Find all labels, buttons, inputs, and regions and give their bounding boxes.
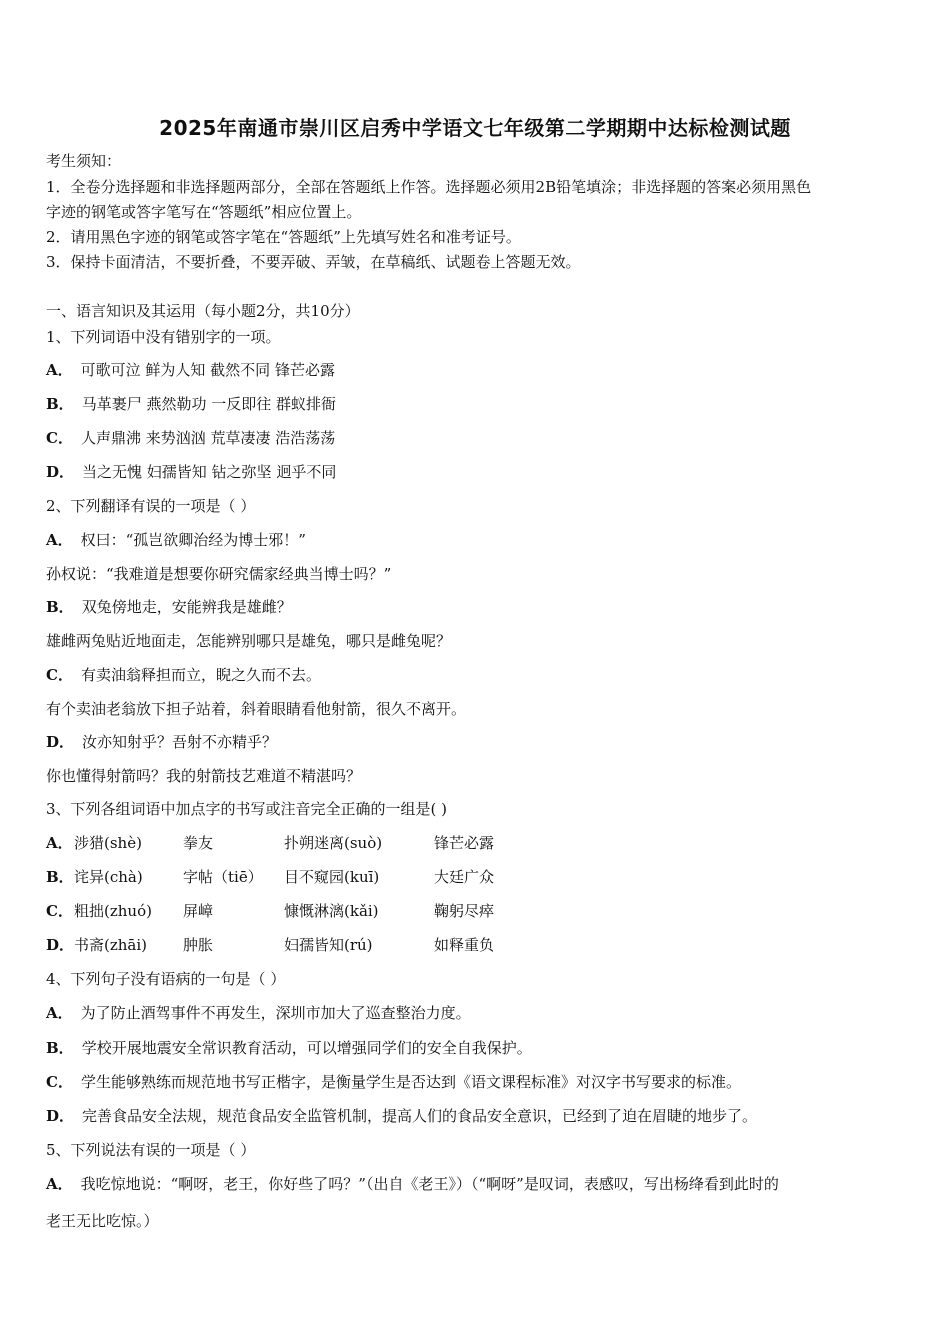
option-letter: B．	[46, 1039, 74, 1057]
q2-option-a	[46, 530, 916, 550]
q5-option-a-cont: 老王无比吃惊。）	[46, 1212, 159, 1230]
option-text: 有卖油翁释担而立，睨之久而不去。	[80, 666, 321, 684]
q4-option-d	[46, 1106, 916, 1126]
q2-option-a-translation: 孙权说：“我难道是想要你研究儒家经典当博士吗？”	[46, 565, 392, 583]
q3-a-word-2: 拳友	[183, 834, 214, 852]
option-text: 人声鼎沸 来势汹汹 荒草凄凄 浩浩荡荡	[80, 429, 336, 447]
q4-stem: 4、下列句子没有语病的一句是（ ）	[46, 970, 286, 988]
notice-item-2: 2．请用黑色字迹的钢笔或答字笔在“答题纸”上先填写姓名和准考证号。	[46, 228, 521, 246]
q3-a-word-4: 锋芒必露	[434, 834, 495, 852]
option-letter: B．	[46, 868, 74, 886]
q4-option-a	[46, 1003, 916, 1023]
notice-item-3: 3．保持卡面清洁，不要折叠，不要弄破、弄皱，在草稿纸、试题卷上答题无效。	[46, 253, 581, 271]
q4-option-c	[46, 1072, 916, 1092]
option-letter: C．	[46, 666, 73, 684]
q3-c-word-4: 鞠躬尽瘁	[434, 902, 495, 920]
option-text: 当之无愧 妇孺皆知 钻之弥坚 迥乎不同	[82, 463, 337, 481]
option-letter: A．	[46, 834, 73, 852]
q3-d-word-4: 如释重负	[434, 936, 495, 954]
option-letter: B．	[46, 395, 74, 413]
q3-c-word-1: 粗拙(zhuó)	[74, 902, 152, 920]
q3-c-word-2: 屏嶂	[183, 902, 214, 920]
q3-d-word-1: 书斋(zhāi)	[74, 936, 148, 954]
q3-b-word-3: 目不窥园(kuī)	[284, 868, 380, 886]
q3-a-word-3: 扑朔迷离(suò)	[284, 834, 383, 852]
q2-option-c	[46, 665, 916, 685]
q3-a-word-1: 涉猎(shè)	[74, 834, 142, 852]
q1-option-a	[46, 360, 916, 380]
notice-item-1: 1．全卷分选择题和非选择题两部分，全部在答题纸上作答。选择题必须用2B铅笔填涂；非选择题的答案必须用黑色	[46, 178, 812, 196]
option-letter: A．	[46, 531, 73, 549]
q3-d-word-2: 肿胀	[183, 936, 214, 954]
notice-item-1-cont: 字迹的钢笔或答字笔写在“答题纸”相应位置上。	[46, 203, 362, 221]
q1-stem: 1、下列词语中没有错别字的一项。	[46, 328, 281, 346]
q1-option-c	[46, 428, 916, 448]
q2-option-b-translation: 雄雌两兔贴近地面走，怎能辨别哪只是雄兔，哪只是雌兔呢？	[46, 632, 452, 650]
q2-option-d-translation: 你也懂得射箭吗？我的射箭技艺难道不精湛吗？	[46, 767, 362, 785]
q3-b-word-4: 大廷广众	[434, 868, 495, 886]
option-text: 为了防止酒驾事件不再发生，深圳市加大了巡查整治力度。	[80, 1004, 471, 1022]
option-text: 完善食品安全法规，规范食品安全监管机制，提高人们的食品安全意识，已经到了迫在眉睫的地步了。	[82, 1107, 758, 1125]
option-letter: D．	[46, 463, 75, 481]
option-text: 学生能够熟练而规范地书写正楷字，是衡量学生是否达到《语文课程标准》对汉字书写要求的标准。	[80, 1073, 741, 1091]
q2-option-b	[46, 597, 916, 617]
option-text: 双兔傍地走，安能辨我是雄雌？	[81, 598, 292, 616]
q1-option-d	[46, 462, 916, 482]
q2-option-d	[46, 732, 916, 752]
option-letter: D．	[46, 936, 75, 954]
q5-option-a	[46, 1174, 916, 1194]
option-letter: A．	[46, 361, 73, 379]
option-letter: D．	[46, 1107, 75, 1125]
section-heading: 一、语言知识及其运用（每小题2分，共10分）	[46, 302, 360, 320]
option-letter: C．	[46, 1073, 73, 1091]
option-text: 可歌可泣 鲜为人知 截然不同 锋芒必露	[80, 361, 335, 379]
q3-b-word-2: 字帖（tiē）	[183, 868, 263, 886]
q5-stem: 5、下列说法有误的一项是（ ）	[46, 1141, 256, 1159]
q3-d-word-3: 妇孺皆知(rú)	[284, 936, 373, 954]
option-letter: D．	[46, 733, 75, 751]
notice-heading: 考生须知：	[46, 152, 122, 170]
q3-c-word-3: 慷慨淋漓(kǎi)	[284, 902, 379, 920]
option-letter: C．	[46, 429, 73, 447]
option-letter: A．	[46, 1004, 73, 1022]
option-text: 马革裹尸 燕然勒功 一反即往 群蚁排衙	[81, 395, 336, 413]
option-letter: C．	[46, 902, 73, 920]
q2-option-c-translation: 有个卖油老翁放下担子站着，斜着眼睛看他射箭，很久不离开。	[46, 700, 467, 718]
option-letter: B．	[46, 598, 74, 616]
q3-b-word-1: 诧异(chà)	[74, 868, 143, 886]
option-text: 我吃惊地说：“啊呀，老王，你好些了吗？”（出自《老王》）（“啊呀”是叹词，表感叹，写出杨绛看到此时的	[80, 1175, 779, 1193]
q3-stem: 3、下列各组词语中加点字的书写或注音完全正确的一组是( )	[46, 800, 448, 818]
q2-stem: 2、下列翻译有误的一项是（ ）	[46, 497, 256, 515]
option-letter: A．	[46, 1175, 73, 1193]
page-title: 2025年南通市崇川区启秀中学语文七年级第二学期期中达标检测试题	[159, 116, 791, 140]
option-text: 学校开展地震安全常识教育活动，可以增强同学们的安全自我保护。	[81, 1039, 532, 1057]
option-text: 权曰：“孤岂欲卿治经为博士邪！”	[80, 531, 306, 549]
q4-option-b	[46, 1038, 916, 1058]
option-text: 汝亦知射乎？吾射不亦精乎？	[82, 733, 278, 751]
q1-option-b	[46, 394, 916, 414]
